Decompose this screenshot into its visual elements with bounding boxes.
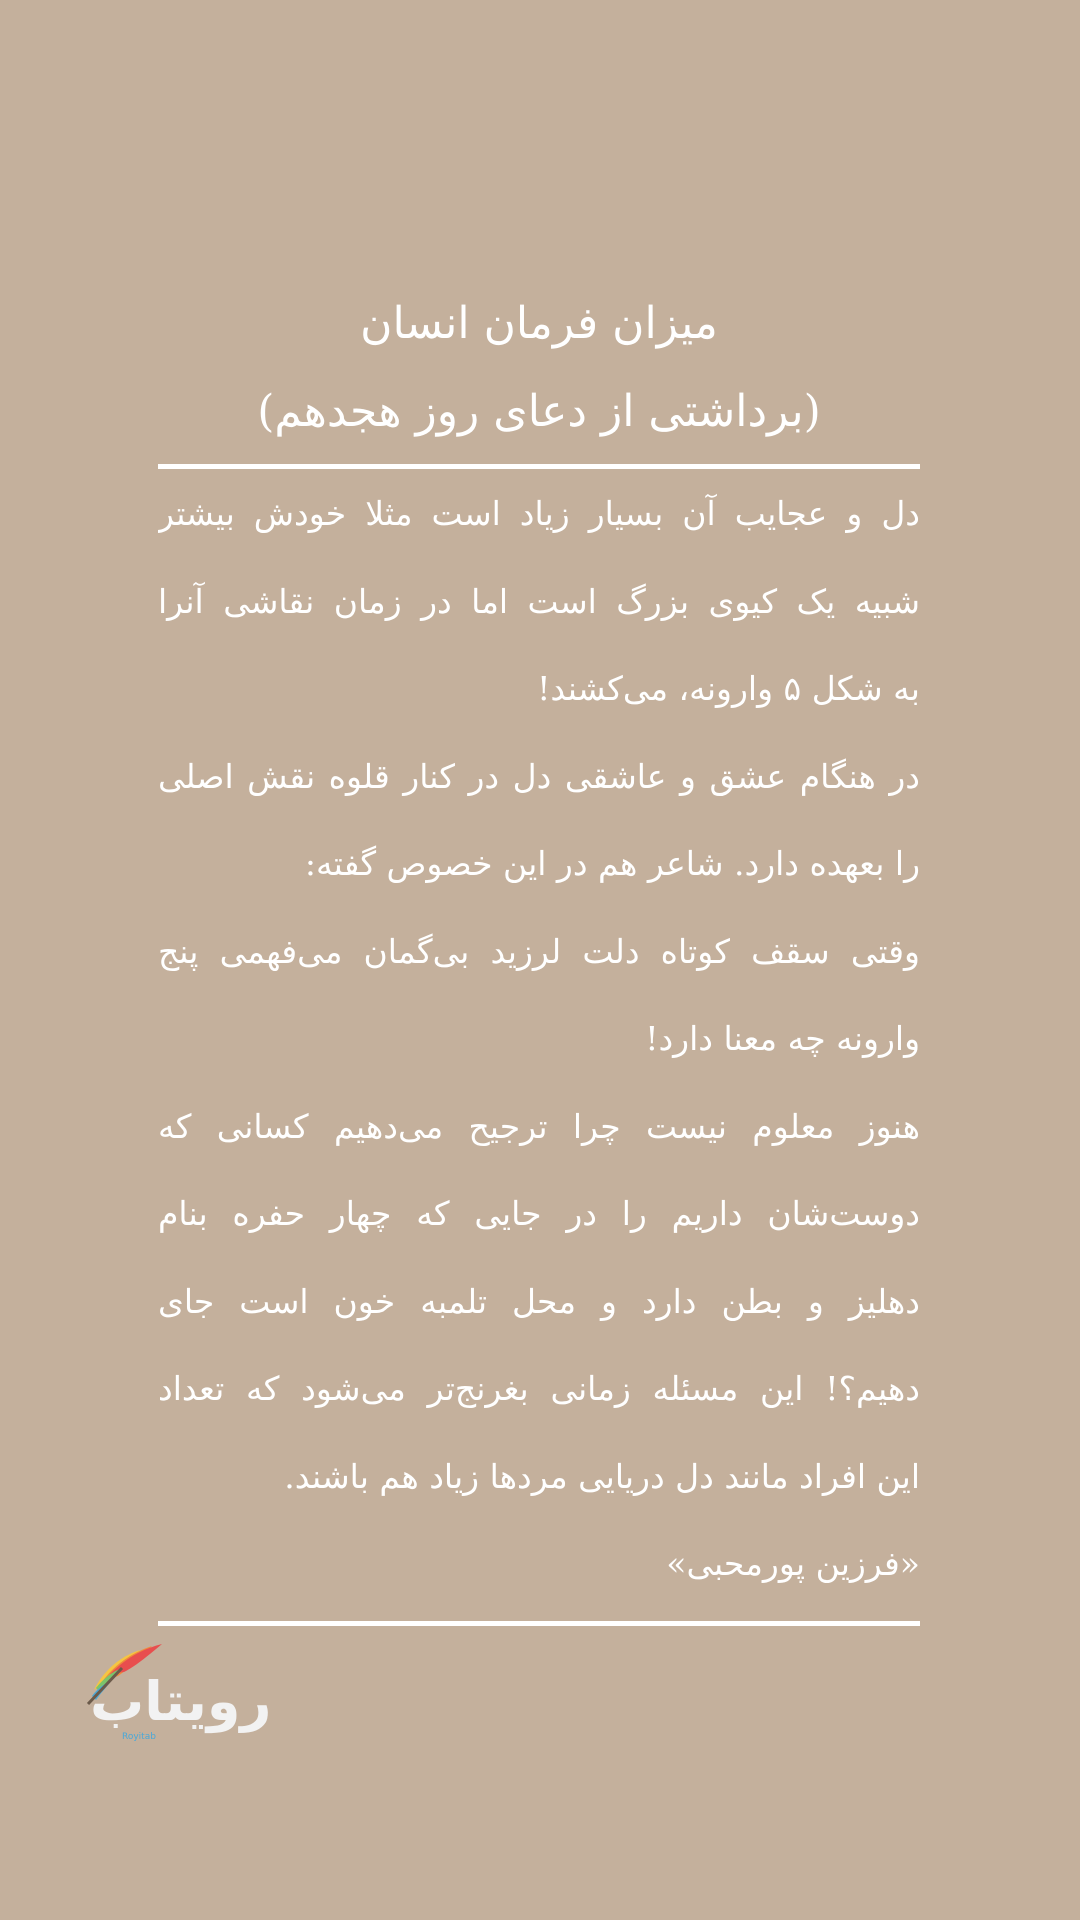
text-line: دوست‌شان داریم را در جایی که چهار حفره بنام (158, 1194, 920, 1233)
text-line: شبیه یک کیوی بزرگ است اما در زمان نقاشی آنرا (158, 581, 920, 621)
logo-subtext: Royitab (122, 1732, 156, 1742)
brand-logo (82, 1638, 272, 1758)
text-line: به شکل ۵ وارونه، می‌کشند! (537, 669, 920, 708)
bottom-divider (158, 1621, 920, 1626)
top-divider (158, 464, 920, 469)
title-main: میزان فرمان انسان (360, 298, 718, 349)
text-line: دهلیز و بطن دارد و محل تلمبه خون است جای (158, 1281, 920, 1321)
text-line: این افراد مانند دل دریایی مردها زیاد هم باشند. (284, 1456, 920, 1496)
text-line: در هنگام عشق و عاشقی دل در کنار قلوه نقش اصلی (158, 756, 920, 796)
title-block (158, 280, 920, 456)
text-line: را بعهده دارد. شاعر هم در این خصوص گفته: (304, 844, 920, 883)
logo-text: رویتاب (90, 1670, 272, 1733)
text-line: دل و عجایب آن بسیار زیاد است مثلا خودش بیشتر (158, 494, 920, 533)
text-line: دهیم؟! این مسئله زمانی بغرنج‌تر می‌شود که تعداد (158, 1369, 920, 1408)
title-subtitle: (برداشتی از دعای روز هجدهم) (257, 386, 821, 437)
author-signature: «فرزین پورمحبی» (666, 1544, 920, 1583)
body-text (158, 470, 920, 1608)
text-line: وقتی سقف کوتاه دلت لرزید بی‌گمان می‌فهمی پنج (158, 931, 920, 971)
text-line: وارونه چه معنا دارد! (645, 1019, 920, 1058)
text-line: هنوز معلوم نیست چرا ترجیح می‌دهیم کسانی که (158, 1106, 920, 1146)
